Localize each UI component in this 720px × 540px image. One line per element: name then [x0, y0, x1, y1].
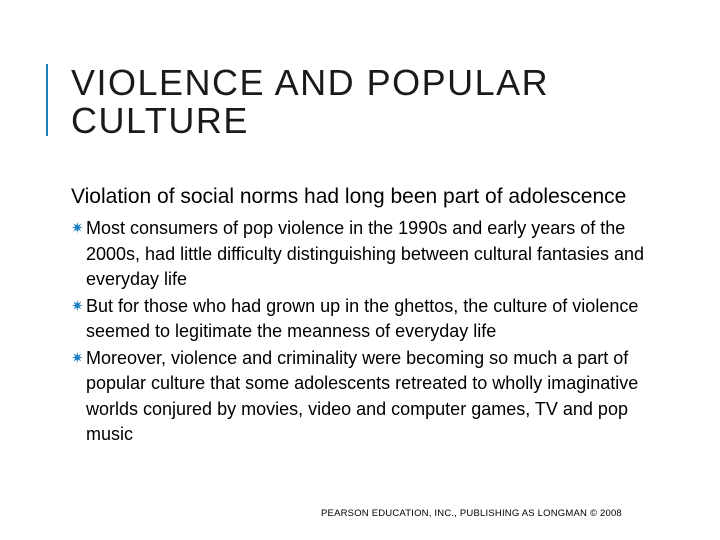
sub-point: [71, 216, 671, 293]
sub-point: [71, 294, 671, 345]
main-point: Violation of social norms had long been part of adolescence: [71, 185, 627, 208]
title-accent-bar: [46, 64, 48, 136]
slide-title-line-2: CULTURE: [71, 100, 249, 141]
asterisk-bullet-icon: ✷: [71, 349, 84, 367]
asterisk-bullet-icon: ✷: [71, 297, 84, 315]
sub-point: [71, 346, 671, 448]
sub-point-text: Moreover, violence and criminality were becoming so much a part of popular culture that some adolescents retreated to wholly imaginative worlds conjured by movies, video and computer games, TV and pop music: [86, 347, 639, 444]
sub-point-text: Most consumers of pop violence in the 1990s and early years of the 2000s, had little difficulty distinguishing between cultural fantasies and everyday life: [86, 218, 645, 289]
copyright-footer: PEARSON EDUCATION, INC., PUBLISHING AS LONGMAN © 2008: [321, 508, 622, 519]
slide-body: [71, 184, 671, 449]
slide-title-line-1: VIOLENCE AND POPULAR: [71, 62, 550, 103]
asterisk-bullet-icon: ✷: [71, 220, 84, 237]
sub-point-list: [71, 216, 671, 448]
slide-title: [71, 64, 671, 140]
sub-point-text: But for those who had grown up in the ghettos, the culture of violence seemed to legitimate the meanness of everyday life: [86, 295, 639, 341]
